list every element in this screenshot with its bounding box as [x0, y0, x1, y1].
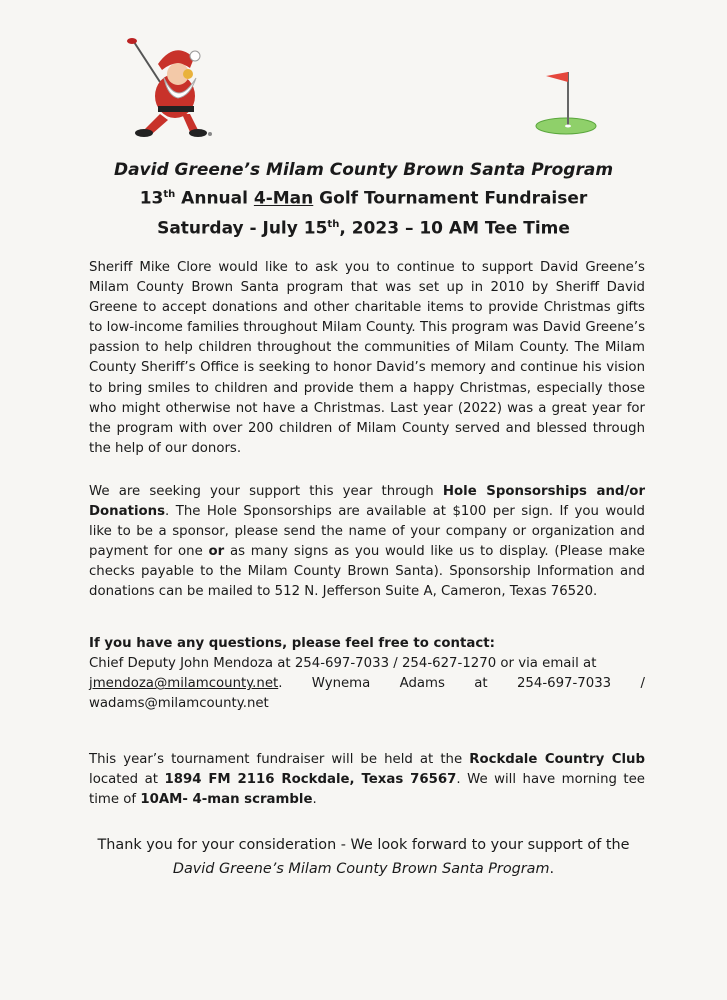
email-link-jmendoza[interactable]: jmendoza@milamcounty.net — [89, 676, 279, 692]
contact-line-1: Chief Deputy John Mendoza at 254-697-7033 / 254-627-1270 or via email at — [89, 656, 597, 672]
tournament-title: 13th Annual 4-Man Golf Tournament Fundraiser — [139, 188, 588, 209]
event-date: Saturday - July 15th, 2023 – 10 AM Tee Time — [157, 218, 570, 239]
golf-flag-illustration — [532, 66, 604, 138]
email-wadams: wadams@milamcounty.net — [89, 696, 269, 712]
contact-heading: If you have any questions, please feel free to contact: — [89, 636, 495, 651]
sponsorship-paragraph: We are seeking your support this year through Hole Sponsorships and/or Donations. The Hole Sponsorships are available at $100 per sign. If you would like to be a sponsor, please send the name of your company or organization and payment for one or as many signs as you would like us to display. (Please make checks payable to the Milam County Brown Santa). Sponsorship Information and donations can be mailed to 512 N. Jefferson Suite A, Cameron, Texas 76520. — [89, 484, 646, 600]
closing-thanks: Thank you for your consideration - We look forward to your support of the David Greene’s Milam County Brown Santa Program. — [97, 837, 630, 877]
santa-golfer-illustration — [120, 36, 220, 140]
intro-paragraph: Sheriff Mike Clore would like to ask you to continue to support David Greene’s Milam County Brown Santa program that was set up in 2010 by Sheriff David Greene to accept donations and other charitable items to provide Christmas gifts to low-income families throughout Milam County. This program was David Greene’s passion to help children throughout the communities of Milam County. The Milam County Sheriff’s Office is seeking to honor David’s memory and continue his vision to bring smiles to children and provide them a happy Christmas, especially those who might otherwise not have a Christmas. Last year (2022) was a great year for the program with over 200 children of Milam County served and blessed through the help of our donors. — [89, 260, 645, 456]
contact-section — [89, 634, 645, 714]
flyer-header — [0, 158, 727, 241]
contact-line-2: jmendoza@milamcounty.net. Wynema Adams at 254-697-7033 / — [89, 676, 645, 692]
location-paragraph: This year’s tournament fundraiser will be held at the Rockdale Country Club located at 1894 FM 2116 Rockdale, Texas 76567. We will have morning tee time of 10AM- 4-man scramble. — [89, 752, 645, 808]
program-title: David Greene’s Milam County Brown Santa Program — [113, 160, 614, 180]
